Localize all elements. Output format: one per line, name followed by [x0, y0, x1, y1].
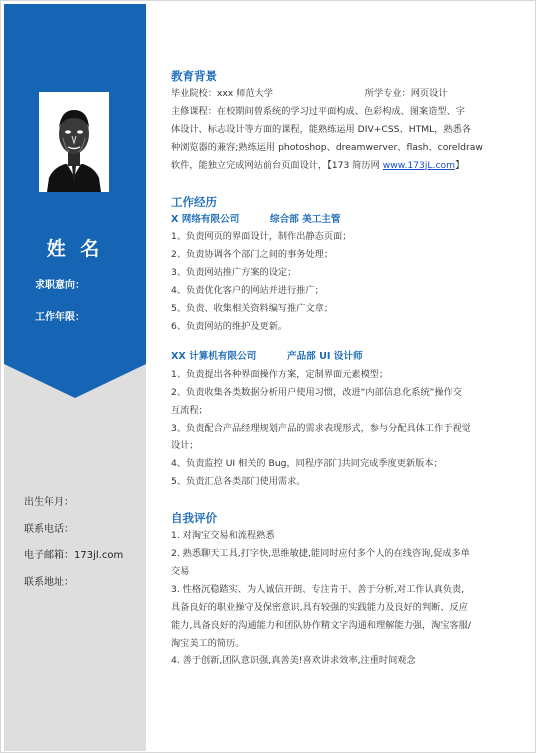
main-content	[171, 67, 521, 670]
profile-photo	[39, 92, 109, 192]
job-company: X 网络有限公司	[171, 213, 240, 225]
address-label: 联系地址：	[24, 577, 74, 588]
website-link[interactable]: www.173jL.com	[382, 159, 456, 171]
courses-line-prefix: 软件，能独立完成网站前台页面设计，【173 简历网	[171, 159, 383, 171]
evaluation-line: 2. 熟悉聊天工具,打字快,思维敏捷,能同时应付多个人的在线咨询,促成多单	[171, 548, 470, 560]
job-duty: 5、负责汇总各类部门使用需求。	[171, 476, 306, 488]
courses-line: 体设计、标志设计等方面的课程，能熟练运用 DIV+CSS、HTML，熟悉各	[171, 123, 472, 135]
evaluation-line: 1. 对淘宝交易和流程熟悉	[171, 530, 275, 542]
work-years-label: 工作年限：	[35, 312, 85, 323]
evaluation-line: 3. 性格沉稳踏实、为人诚信开朗、专注肯干、善于分析,对工作认真负责,	[171, 583, 465, 595]
courses-line-last	[171, 157, 521, 175]
courses-line: 主修课程：在校期间曾系统的学习过平面构成、色彩构成、图案造型、字	[171, 105, 465, 117]
job-duty: 设计；	[171, 440, 199, 452]
job-duty: 2、负责协调各个部门之间的事务处理；	[171, 249, 334, 261]
evaluation-line: 交易	[171, 565, 190, 577]
major: 所学专业：网页设计	[364, 88, 448, 99]
school: 毕业院校：xxx 师范大学	[171, 88, 273, 99]
sidebar	[4, 4, 146, 751]
education-title: 教育背景	[171, 69, 217, 83]
candidate-name: 姓 名	[46, 238, 104, 260]
job-dept: 综合部 美工主管	[270, 213, 341, 225]
job-duty: 4、负责优化客户的网站并进行推广；	[171, 285, 324, 297]
job-duty: 1、负责提出各种界面操作方案，定制界面元素模型；	[171, 368, 389, 380]
job-duty: 互流程；	[171, 404, 208, 416]
job-duty: 2、负责收集各类数据分析用户使用习惯，改进“内部信息化系统”操作交	[171, 386, 462, 398]
job-duty: 1、负责网页的界面设计，制作出静态页面；	[171, 231, 352, 243]
job-duty: 5、负责、收集相关资料编写推广文章；	[171, 303, 334, 315]
job-duty: 6、负责网站的维护及更新。	[171, 320, 288, 332]
job-company: XX 计算机有限公司	[171, 350, 257, 362]
evaluation-line: 淘宝美工的简历。	[171, 637, 245, 649]
courses-line: 种浏览器的兼容;熟练运用 photoshop、dreamwerver、flash、coreldraw	[171, 141, 483, 153]
job-header	[171, 348, 521, 366]
email-label: 电子邮箱：173jl.com	[24, 550, 124, 561]
job-intent-label: 求职意向：	[35, 280, 85, 291]
phone-label: 联系电话：	[24, 524, 74, 535]
work-title: 工作经历	[171, 194, 217, 209]
courses-line-suffix: 】	[455, 159, 465, 171]
evaluation-line: 具备良好的职业操守及保密意识,具有较强的实践能力及良好的判断、反应	[171, 601, 468, 613]
evaluation-line: 4. 善于创新,团队意识强,真善美!喜欢讲求效率,注重时间观念	[171, 655, 416, 667]
job-duty: 3、负责网站推广方案的设定；	[171, 267, 297, 279]
job-header	[171, 211, 521, 229]
birth-label: 出生年月：	[24, 497, 74, 508]
evaluation-title: 自我评价	[171, 511, 217, 526]
job-dept: 产品部 UI 设计师	[286, 350, 363, 362]
school-major-row	[171, 85, 521, 103]
job-duty: 3、负责配合产品经理规划产品的需求表现形式，参与分配具体工作于视觉	[171, 422, 471, 434]
sidebar-arrow	[4, 364, 146, 398]
job-duty: 4、负责监控 UI 相关的 Bug，同程序部门共同完成季度更新版本；	[171, 458, 443, 470]
evaluation-line: 能力,具备良好的沟通能力和团队协作精文字沟通和理解能力强，淘宝客服/	[171, 619, 472, 631]
